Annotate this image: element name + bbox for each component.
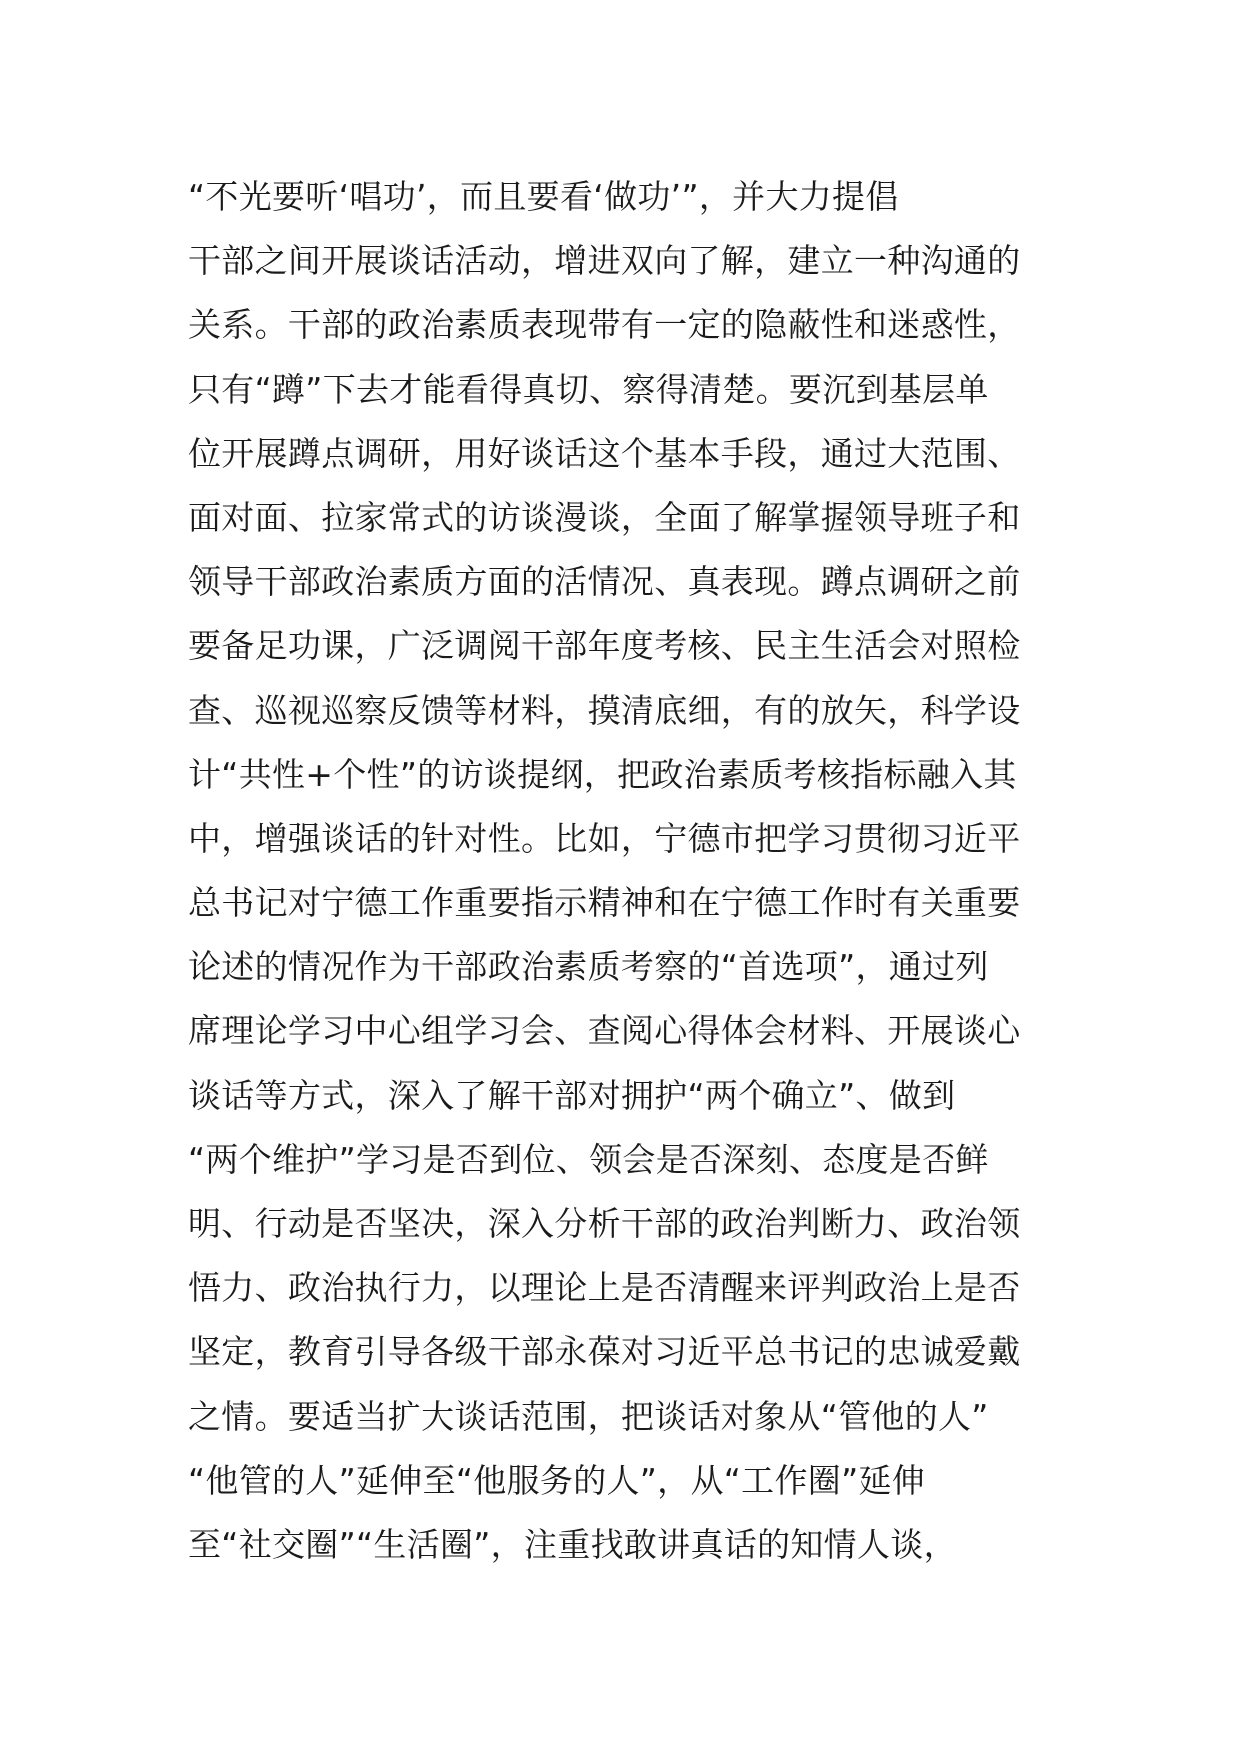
text-line-20: 之情。要适当扩大谈话范围，把谈话对象从“管他的人” [188,1396,989,1436]
text-line-10: 计“共性+个性”的访谈提纲，把政治素质考核指标融入其 [188,754,1017,794]
body-paragraph [188,165,1088,1577]
text-line-4: 只有“蹲”下去才能看得真切、察得清楚。要沉到基层单 [188,369,989,409]
text-line-17: 明、行动是否坚决，深入分析干部的政治判断力、政治领 [188,1204,1021,1243]
text-line-5: 位开展蹲点调研，用好谈话这个基本手段，通过大范围、 [188,433,1021,473]
text-line-9: 查、巡视巡察反馈等材料，摸清底细，有的放矢，科学设 [188,690,1021,730]
text-line-6: 面对面、拉家常式的访谈漫谈，全面了解掌握领导班子和 [188,497,1021,537]
text-line-18: 悟力、政治执行力，以理论上是否清醒来评判政治上是否 [188,1268,1021,1308]
text-line-15: 谈话等方式，深入了解干部对拥护“两个确立”、做到 [188,1075,956,1115]
text-line-2: 干部之间开展谈话活动，增进双向了解，建立一种沟通的 [188,241,1021,281]
text-line-22: 至“社交圈”“生活圈”，注重找敢讲真话的知情人谈， [188,1524,957,1564]
text-line-3: 关系。干部的政治素质表现带有一定的隐蔽性和迷惑性， [188,305,1021,345]
text-line-13: 论述的情况作为干部政治素质考察的“首选项”，通过列 [188,947,989,987]
text-line-19: 坚定，教育引导各级干部永葆对习近平总书记的忠诚爱戴 [188,1332,1021,1372]
text-line-14: 席理论学习中心组学习会、查阅心得体会材料、开展谈心 [188,1011,1021,1051]
text-line-7: 领导干部政治素质方面的活情况、真表现。蹲点调研之前 [188,562,1021,602]
text-line-16: “两个维护”学习是否到位、领会是否深刻、态度是否鲜 [188,1139,989,1179]
text-line-1: “不光要听‘唱功’，而且要看‘做功’”，并大力提倡 [188,177,899,216]
text-line-12: 总书记对宁德工作重要指示精神和在宁德工作时有关重要 [188,883,1021,923]
text-line-8: 要备足功课，广泛调阅干部年度考核、民主生活会对照检 [188,626,1021,666]
text-line-11: 中，增强谈话的针对性。比如，宁德市把学习贯彻习近平 [188,818,1021,858]
text-line-21: “他管的人”延伸至“他服务的人”，从“工作圈”延伸 [188,1460,926,1500]
